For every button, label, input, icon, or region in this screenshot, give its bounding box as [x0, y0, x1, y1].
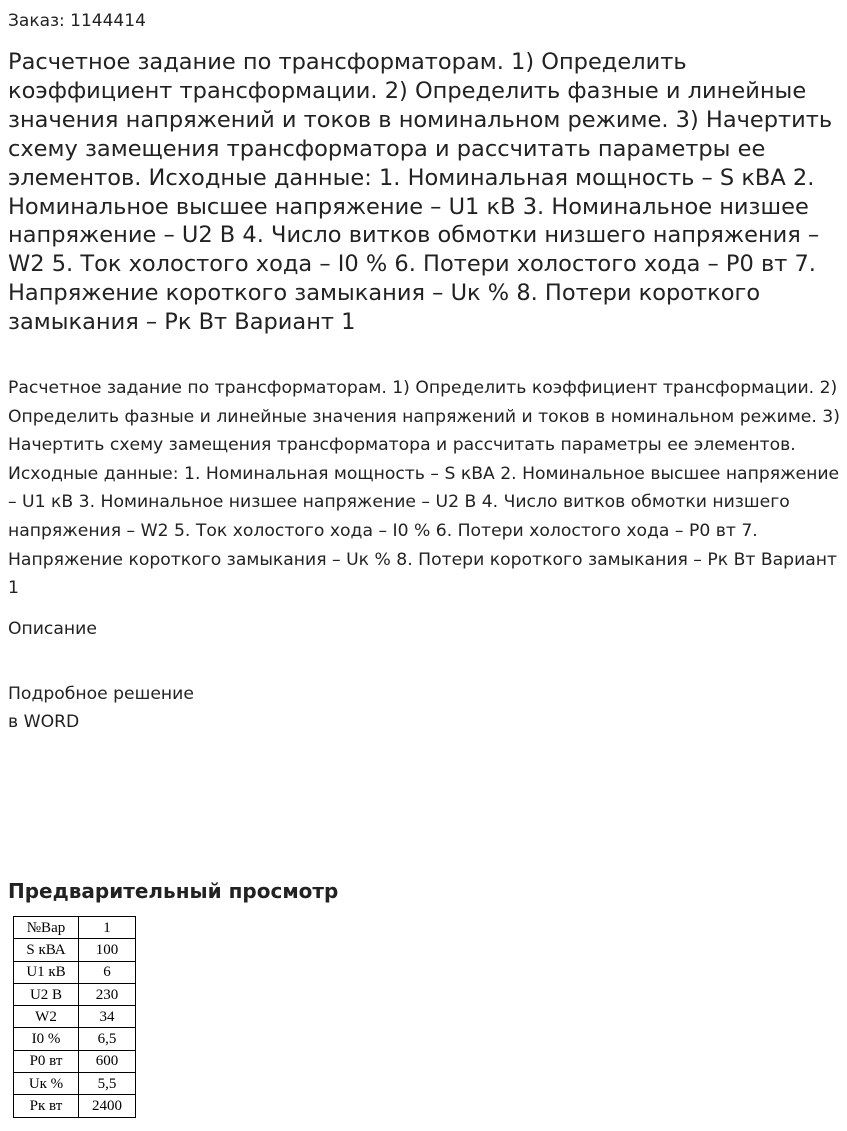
param-value: 6,5	[79, 1028, 136, 1050]
param-value: 5,5	[79, 1073, 136, 1095]
parameters-table	[13, 916, 136, 1118]
table-row	[14, 983, 136, 1005]
param-value: 230	[79, 983, 136, 1005]
param-name: P0 вт	[14, 1050, 79, 1072]
task-description: Расчетное задание по трансформаторам. 1) Определить коэффициент трансформации. 2) Определить фазные и линейные значения напряжений и токов в номинальном режиме. 3) Начертить схему замещения трансформатора и рассчитать параметры ее элементов. Исходные данные: 1. Номинальная мощность – S кВА 2. Номинальное высшее напряжение – U1 кВ 3. Номинальное низшее напряжение – U2 В 4. Число витков обмотки низшего напряжения – W2 5. Ток холостого хода – I0 % 6. Потери холостого хода – P0 вт 7. Напряжение короткого замыкания – Uк % 8. Потери короткого замыкания – Pк Вт Вариант 1	[8, 378, 840, 599]
table-row	[14, 961, 136, 983]
table-row	[14, 917, 136, 939]
param-name: U2 В	[14, 983, 79, 1005]
description-label: Описание	[8, 619, 97, 639]
param-name: W2	[14, 1006, 79, 1028]
table-row	[14, 1006, 136, 1028]
param-name: I0 %	[14, 1028, 79, 1050]
table-row	[14, 1073, 136, 1095]
table-row	[14, 1028, 136, 1050]
param-name: Uк %	[14, 1073, 79, 1095]
table-row	[14, 1095, 136, 1117]
param-value: 34	[79, 1006, 136, 1028]
param-value: 6	[79, 961, 136, 983]
table-row	[14, 1050, 136, 1072]
param-value: 100	[79, 939, 136, 961]
order-number: Заказ: 1144414	[8, 11, 146, 31]
param-value: 2400	[79, 1095, 136, 1117]
table-row	[14, 939, 136, 961]
solution-line-2: в WORD	[8, 712, 80, 732]
solution-line-1: Подробное решение	[8, 684, 194, 704]
task-title: Расчетное задание по трансформаторам. 1) Определить коэффициент трансформации. 2) Определить фазные и линейные значения напряжений и токов в номинальном режиме. 3) Начертить схему замещения трансформатора и рассчитать параметры ее элементов. Исходные данные: 1. Номинальная мощность – S кВА 2. Номинальное высшее напряжение – U1 кВ 3. Номинальное низшее напряжение – U2 В 4. Число витков обмотки низшего напряжения – W2 5. Ток холостого хода – I0 % 6. Потери холостого хода – P0 вт 7. Напряжение короткого замыкания – Uк % 8. Потери короткого замыкания – Pк Вт Вариант 1	[8, 49, 833, 336]
solution-format	[8, 680, 194, 736]
preview-heading: Предварительный просмотр	[8, 879, 339, 903]
param-name: U1 кВ	[14, 961, 79, 983]
param-name: №Вар	[14, 917, 79, 939]
param-value: 600	[79, 1050, 136, 1072]
param-name: Pк вт	[14, 1095, 79, 1117]
param-value: 1	[79, 917, 136, 939]
param-name: S кВА	[14, 939, 79, 961]
